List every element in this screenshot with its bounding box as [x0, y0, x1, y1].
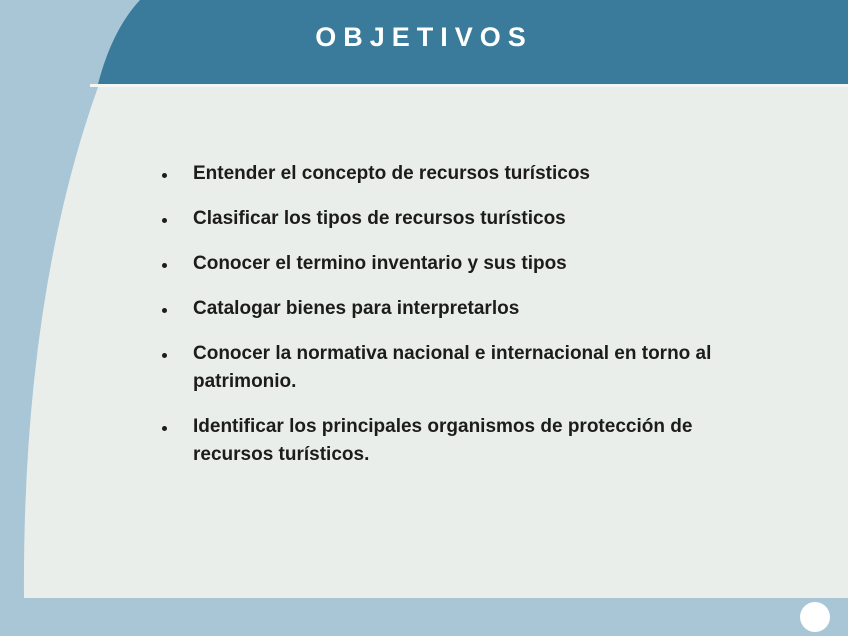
bullet-icon: [162, 218, 167, 223]
list-item: [162, 413, 772, 469]
list-item: [162, 340, 772, 396]
bullet-icon: [162, 426, 167, 431]
slide-number-circle: [800, 602, 830, 632]
bullet-icon: [162, 173, 167, 178]
objectives-list: [162, 160, 772, 486]
list-item: [162, 250, 772, 278]
slide-title: OBJETIVOS: [315, 22, 533, 52]
list-item: [162, 205, 772, 233]
objective-text: Entender el concepto de recursos turísticos: [193, 163, 590, 184]
bullet-icon: [162, 353, 167, 358]
objective-text: Catalogar bienes para interpretarlos: [193, 298, 520, 319]
list-item: [162, 160, 772, 188]
objective-text: Conocer la normativa nacional e internacional en torno al patrimonio.: [193, 343, 712, 392]
bullet-icon: [162, 263, 167, 268]
objective-text: Conocer el termino inventario y sus tipos: [193, 253, 567, 274]
list-item: [162, 295, 772, 323]
header-divider: [90, 84, 848, 87]
objective-text: Identificar los principales organismos de protección de recursos turísticos.: [193, 416, 693, 465]
bullet-icon: [162, 308, 167, 313]
objective-text: Clasificar los tipos de recursos turísticos: [193, 208, 566, 229]
